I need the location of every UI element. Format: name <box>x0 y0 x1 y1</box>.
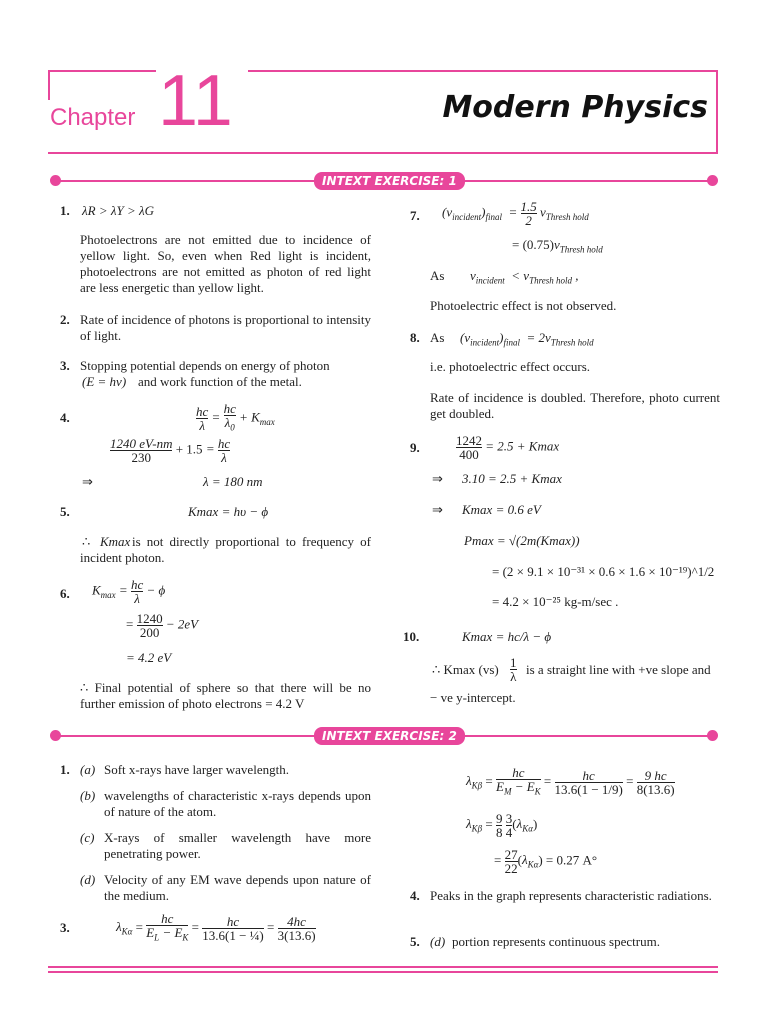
q4-number: 4. <box>60 410 70 425</box>
ex2-kbeta-rhs-den: 8(13.6) <box>636 781 675 797</box>
q9-line5: = (2 × 9.1 × 10⁻³¹ × 0.6 × 1.6 × 10⁻¹⁹)^1/2 <box>492 564 715 579</box>
ex2-q4-number: 4. <box>410 888 420 903</box>
q6-line1: $K_{max}$ = $\frac{hc}{\lambda}$ − ϕ <box>92 577 166 606</box>
q10-frac: $\frac{1}{\lambda}$ <box>510 655 517 684</box>
q7-line2: = $(0.75)v_{Thresh hold}$ <box>512 237 603 255</box>
q6-line2-den: 200 <box>137 625 163 639</box>
q7-as: As <box>430 268 445 283</box>
q8-number: 8. <box>410 330 420 345</box>
q7-line1: $(v_{incident})_{final}$ = $\frac{1.5}{2}$ $v_{Thresh hold}$ <box>442 199 589 228</box>
q6-text: ∴ Final potential of sphere so that there will be no further emission of photo electrons = 4.2 V <box>80 680 371 711</box>
q10-text-b: is a straight line with +ve slope and <box>526 662 711 677</box>
q7-coef-num: 1.5 <box>520 199 537 214</box>
q4-arrow: ⇒ <box>82 474 93 489</box>
q10-equation: Kmax = hc/λ − ϕ <box>462 629 552 644</box>
ex2-kbeta-line3-val: = 0.27 A° <box>545 852 598 868</box>
q9-arrow1: ⇒ <box>432 471 443 486</box>
q6-line2: = $\frac{1240}{200}$ − 2eV <box>126 611 199 640</box>
q9-line3: Kmax = 0.6 eV <box>462 502 541 517</box>
footer-rule-1 <box>48 966 718 968</box>
q5-therefore: ∴ <box>82 534 91 549</box>
exercise1-dot-left <box>50 175 61 186</box>
exercise2-label: INTEXT EXERCISE: 2 <box>314 727 465 745</box>
q3-text-a: Stopping potential depends on energy of photon <box>80 358 330 373</box>
exercise1-label: INTEXT EXERCISE: 1 <box>314 172 465 190</box>
footer-rule-2 <box>48 971 718 973</box>
q6-number: 6. <box>60 586 70 601</box>
q9-line1 <box>456 434 559 461</box>
q6-line2-num: 1240 <box>136 611 163 626</box>
chapter-label: Chapter <box>50 104 136 131</box>
q9-line6: = 4.2 × 10⁻²⁵ kg-m/sec . <box>492 594 619 609</box>
ex2-q3-number: 3. <box>60 920 70 935</box>
q8-equation: $(v_{incident})_{final} = 2v_{Thresh hold}$ <box>460 330 594 348</box>
q10-number: 10. <box>403 629 420 644</box>
q9-frac-num: 1242 <box>456 433 482 448</box>
q7-text: Photoelectric effect is not observed. <box>430 298 617 313</box>
q3-number: 3. <box>60 358 70 373</box>
q6-line3: = 4.2 eV <box>126 650 172 665</box>
exercise2-dot-left <box>50 730 61 741</box>
q9-line4: Pmax = √(2m(Kmax)) <box>464 533 580 548</box>
q9-rhs: = 2.5 + Kmax <box>485 438 560 454</box>
q5-equation: Kmax = hυ − ϕ <box>188 504 269 519</box>
q1-number: 1. <box>60 203 70 218</box>
exercise1-dot-right <box>707 175 718 186</box>
ex2-q3-rhs-num: 4hc <box>287 913 306 929</box>
q9-arrow2: ⇒ <box>432 502 443 517</box>
ex2-q1a-tag: (a) <box>80 762 96 777</box>
q4-line2: $\frac{1240 eV-nm}{230}$ + 1.5 = $\frac{hc}{\lambda}$ <box>110 436 231 465</box>
q10-text-a: ∴ Kmax (vs) <box>432 662 499 677</box>
ex2-q1-number: 1. <box>60 762 70 777</box>
q4-line2-num: 1240 eV-nm <box>110 436 173 451</box>
q5-kmax: Kmax <box>100 534 131 549</box>
chapter-number: 11 <box>158 61 233 141</box>
q3-text-b: (E = hν) <box>82 374 127 389</box>
q9-number: 9. <box>410 440 420 455</box>
ex2-q5-tag: (d) <box>430 934 446 949</box>
q4-line2-den: 230 <box>110 450 172 464</box>
q7-number: 7. <box>410 208 420 223</box>
q8-text2: Rate of incidence is doubled. Therefore, photo current get doubled. <box>430 390 720 421</box>
q3-text-c: and work function of the metal. <box>138 374 302 389</box>
ex2-q1b-tag: (b) <box>80 788 96 803</box>
q8-text1: i.e. photoelectric effect occurs. <box>430 359 591 374</box>
ex2-q5-text: portion represents continuous spectrum. <box>452 934 660 949</box>
q5-number: 5. <box>60 504 70 519</box>
q1-text: Photoelectrons are not emitted due to incidence of yellow light. So, even when Red light is incident, photoelectrons are not emitted as photon of red light are less energetic than yellow light. <box>80 232 371 295</box>
ex2-q1c-tag: (c) <box>80 830 95 845</box>
ex2-q1d-tag: (d) <box>80 872 96 887</box>
q2-text: Rate of incidence of photons is proportional to intensity of light. <box>80 312 371 343</box>
ex2-kbeta-line1: $\lambda_{K\beta}$ = $\frac{hc}{E_M - E_K}$ = $\frac{hc}{13.6(1 - 1/9)}$ = $\frac{9 hc}{8(13.6)}$ <box>466 765 675 797</box>
q4-line2-plus: + 1.5 <box>175 441 203 457</box>
q6-line2-rest: − 2eV <box>165 616 199 632</box>
q7-condition: $v_{incident} < v_{Thresh hold}$ , <box>470 268 579 286</box>
ex2-q3-equation: $\lambda_{K\alpha}$ = $\frac{hc}{E_L - E_K}$ = $\frac{hc}{\text{13.6(1 − ¼)}}$ = $\frac{4hc}{3(13.6)}$ <box>116 911 316 943</box>
q7-line2-coef: = (0.75) <box>512 237 554 252</box>
ex2-kbeta-line3: = $\frac{27}{22}$ $(\lambda_{K\alpha}) = 0.27$ A° <box>494 847 598 876</box>
exercise2-dot-right <box>707 730 718 741</box>
ex2-q1c-text: X-rays of smaller wavelength have more penetrating power. <box>104 830 371 861</box>
ex2-q3-rhs-den: 3(13.6) <box>277 927 316 943</box>
page-title: Modern Physics <box>442 90 708 125</box>
ex2-kbeta-line2: $\lambda_{K\beta}$ = $\frac{9}{8}$ $\frac{3}{4}$ $(\lambda_{K\alpha})$ <box>466 811 538 840</box>
q5-text: is not directly proportional to frequency of incident photon. <box>80 534 371 565</box>
q4-result: λ = 180 nm <box>203 474 263 489</box>
q4-line1: $\frac{hc}{\lambda}$ = $\frac{hc}{\lambda_0}$ + $K_{max}$ <box>196 401 275 433</box>
q2-number: 2. <box>60 312 70 327</box>
ex2-q1b-text: wavelengths of characteristic x-rays depends upon of nature of the atom. <box>104 788 371 819</box>
q1-equation: λR > λY > λG <box>82 203 154 218</box>
q8-as: As <box>430 330 445 345</box>
ex2-q5-number: 5. <box>410 934 420 949</box>
q9-frac-den: 400 <box>456 447 482 461</box>
chapter-header-left-tick <box>48 70 50 100</box>
ex2-kbeta-rhs-num: 9 hc <box>644 767 667 783</box>
ex2-q1a-text: Soft x-rays have larger wavelength. <box>104 762 289 777</box>
q9-line2: 3.10 = 2.5 + Kmax <box>462 471 562 486</box>
q10-text-c: − ve y-intercept. <box>430 690 516 705</box>
q7-coef-den: 2 <box>521 213 537 227</box>
ex2-q4-text: Peaks in the graph represents characteristic radiations. <box>430 888 712 903</box>
ex2-q1d-text: Velocity of any EM wave depends upon nature of the medium. <box>104 872 371 903</box>
